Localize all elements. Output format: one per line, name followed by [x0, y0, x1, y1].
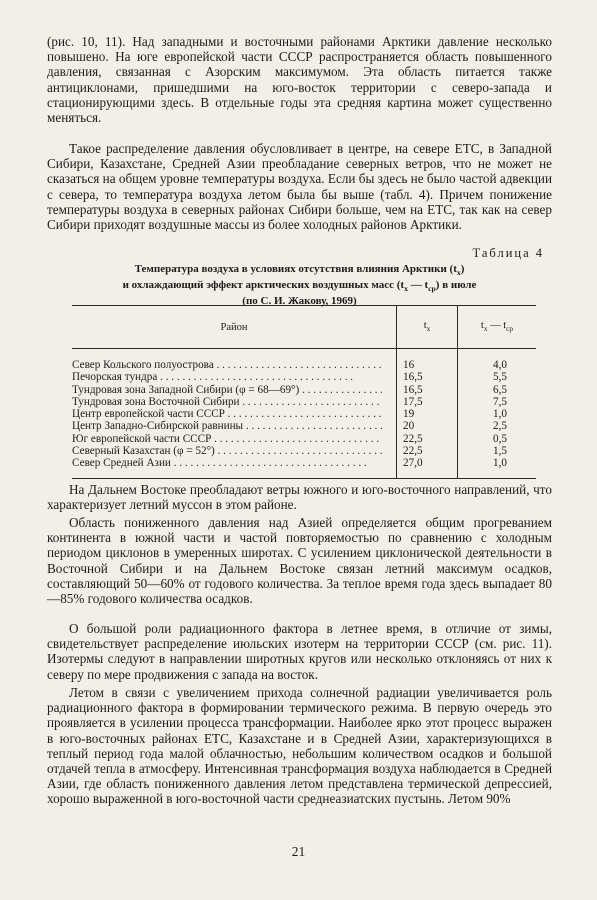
cell-region: [72, 359, 397, 371]
cell-diff: 2,5: [458, 420, 537, 432]
table-row: [72, 408, 536, 420]
cell-tx: 22,5: [397, 445, 458, 457]
region-text: Юг европейской части СССР . . .: [72, 433, 382, 445]
cell-region: [72, 433, 397, 445]
title-text: — t: [407, 279, 429, 292]
table-caption: [47, 246, 552, 308]
header-region: Район: [72, 306, 397, 349]
paragraph-text: Летом в связи с увеличением прихода солнечной радиации увеличивается роль радиационного фактора в формировании термического режима. В первую очередь это проявляется в усилении процесса трансформации. Наиболее ярко этот процесс выражен в юго-восточных районах ЕТС, Казахстане и в Средней Азии, характеризующихся в теплый период года малой облачностью, небольшим количеством осадков и большой отдачей тепла в атмосферу. Интенсивная трансформация воздуха наблюдается в Средней Азии, где область пониженного давления летом представлена термической депрессией, хорошо выраженной в юго-восточной части среднеазиатских пустынь. Летом 90%: [47, 685, 552, 807]
region-text: Север Кольского полуострова . . .: [72, 359, 382, 371]
table-row: [72, 396, 536, 408]
paragraph-6: [47, 685, 552, 807]
header-text: t: [480, 320, 484, 332]
header-diff: [458, 306, 537, 349]
region-text: Север Средней Азии . . .: [72, 457, 382, 469]
temperature-table: [72, 305, 536, 479]
cell-region: [72, 457, 397, 478]
paragraph-4: [47, 515, 552, 606]
title-text: Температура воздуха в условиях отсутствия влияния Арктики (t: [134, 263, 457, 275]
paragraph-5: [47, 621, 552, 682]
cell-diff: 7,5: [458, 396, 537, 408]
paragraph-3: [47, 482, 552, 512]
table-row: [72, 433, 536, 445]
cell-diff: 5,5: [458, 371, 537, 383]
table-title-line-1: [47, 263, 552, 279]
header-text: t: [423, 320, 427, 332]
cell-diff: 6,5: [458, 384, 537, 396]
cell-tx: 27,0: [397, 457, 458, 478]
cell-tx: 16: [397, 359, 458, 371]
cell-tx: 16,5: [397, 371, 458, 383]
cell-region: [72, 371, 397, 383]
paragraph-text: О большой роли радиационного фактора в летнее время, в отличие от зимы, свидетельствует распределение июльских изотерм на территории СССР (см. рис. 11). Изотермы следуют в направлении широтных кругов или несколько отклоняясь от них к северу по мере продвижения с запада на восток.: [47, 621, 552, 682]
region-text: Центр Западно-Сибирской равнины . . .: [72, 420, 382, 432]
cell-tx: 19: [397, 408, 458, 420]
page-number: 21: [291, 844, 306, 859]
cell-tx: 22,5: [397, 433, 458, 445]
table-header-row: [72, 306, 536, 349]
table-row: [72, 384, 536, 396]
cell-tx: 16,5: [397, 384, 458, 396]
table-row: [72, 371, 536, 383]
region-text: Тундровая зона Восточной Сибири . . .: [72, 396, 382, 408]
cell-diff: 1,0: [458, 408, 537, 420]
cell-diff: 1,5: [458, 445, 537, 457]
paragraph-1: [47, 34, 552, 125]
title-text: ): [460, 263, 465, 275]
header-tx: [397, 306, 458, 349]
paragraph-text: Такое распределение давления обусловливает в центре, на севере ЕТС, в Западной Сибири, Казахстане, Средней Азии преобладание северных ветров, что не может не сказаться на общем уровне температуры воздуха. Если бы здесь не было частой адвекции с севера, то температура воздуха летом была бы выше (табл. 4). Причем понижение температуры воздуха в северных районах Сибири больше, чем на ЕТС, так как на север Сибири приходят воздушные массы из более холодных районов Арктики.: [47, 141, 552, 233]
paragraph-text: На Дальнем Востоке преобладают ветры южного и юго-восточного направлений, что характеризует летний муссон в этом районе.: [47, 482, 552, 513]
cell-region: [72, 408, 397, 420]
region-text: Северный Казахстан (φ = 52°) . . .: [72, 445, 382, 457]
cell-diff: 4,0: [458, 359, 537, 371]
table-row: [72, 420, 536, 432]
spacer-row: [72, 349, 536, 360]
paragraph-2: [47, 141, 552, 232]
title-text: ) в июле: [435, 279, 477, 292]
title-subscript: ср: [428, 284, 436, 294]
title-subscript: x: [456, 268, 461, 278]
region-text: Печорская тундра . . .: [72, 371, 382, 383]
cell-region: [72, 445, 397, 457]
header-subscript: x: [426, 324, 431, 334]
paragraph-text: Область пониженного давления над Азией определяется общим прогреванием континента в южной части и частой повторяемостью по сравнению с холодным периодом циклонов в умеренных широтах. С усилением циклонической деятельности в Восточной Сибири и на Дальнем Востоке связан летний максимум осадков, составляющий 50—60% от годового количества. За теплое время года здесь выпадает 80—85% годового количества осадков.: [47, 515, 552, 607]
header-text: — t: [487, 320, 507, 332]
cell-diff: 0,5: [458, 433, 537, 445]
table-row: [72, 359, 536, 371]
table-title-line-2: [47, 279, 552, 295]
cell-region: [72, 396, 397, 408]
cell-tx: 20: [397, 420, 458, 432]
header-subscript: ср: [506, 324, 514, 334]
title-subscript: x: [404, 284, 408, 294]
region-text: Тундровая зона Западной Сибири (φ = 68—69°) . . .: [72, 384, 382, 396]
table-row: [72, 457, 536, 478]
cell-diff: 1,0: [458, 457, 537, 478]
region-text: Центр европейской части СССР . . .: [72, 408, 382, 420]
table-row: [72, 445, 536, 457]
table-label: Таблица 4: [472, 246, 544, 260]
title-text: и охлаждающий эффект арктических воздушных масс (t: [122, 279, 405, 292]
header-subscript: x: [483, 324, 488, 334]
table-title-line-3: (по С. И. Жакову, 1969): [242, 295, 357, 308]
paragraph-text: (рис. 10, 11). Над западными и восточными районами Арктики давление несколько повышено. На юге европейской части СССР распространяется область повышенного давления, связанная с Азорским максимумом. Эта область питается также антициклонами, пришедшими на юго-восток территории с северо-запада и стационирующими здесь. В отдельные годы эта средняя картина может существенно меняться.: [47, 34, 552, 126]
cell-region: [72, 420, 397, 432]
cell-tx: 17,5: [397, 396, 458, 408]
cell-region: [72, 384, 397, 396]
